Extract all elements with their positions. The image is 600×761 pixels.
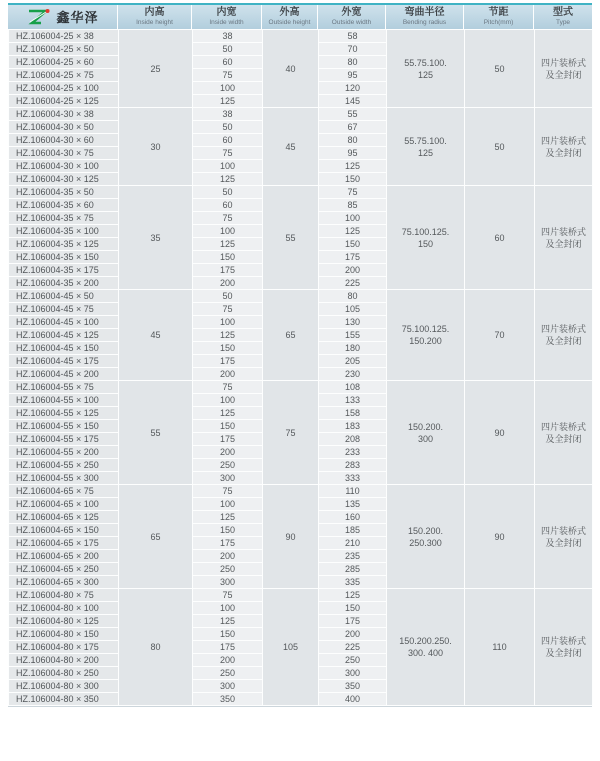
table-row (9, 589, 593, 602)
inside-width-cell: 125 (193, 615, 263, 628)
header-bending-radius (386, 5, 464, 29)
inside-width-cell: 50 (193, 290, 263, 303)
model-cell: HZ.106004-55 × 300 (9, 472, 119, 485)
inside-width-cell: 38 (193, 30, 263, 43)
model-cell: HZ.106004-80 × 250 (9, 667, 119, 680)
model-cell: HZ.106004-65 × 250 (9, 563, 119, 576)
type-cell-line: 及全封闭 (545, 648, 582, 658)
outside-height-cell: 65 (263, 290, 319, 381)
pitch-cell: 50 (465, 108, 535, 186)
inside-height-cell: 65 (119, 485, 193, 589)
outside-width-cell: 80 (319, 290, 387, 303)
inside-width-cell: 75 (193, 69, 263, 82)
model-cell: HZ.106004-80 × 175 (9, 641, 119, 654)
model-cell: HZ.106004-65 × 125 (9, 511, 119, 524)
model-cell: HZ.106004-80 × 300 (9, 680, 119, 693)
header-en: Outside height (268, 18, 311, 26)
type-cell (535, 589, 593, 706)
outside-width-cell: 205 (319, 355, 387, 368)
inside-width-cell: 300 (193, 472, 263, 485)
outside-width-cell: 75 (319, 186, 387, 199)
inside-width-cell: 100 (193, 82, 263, 95)
outside-width-cell: 150 (319, 602, 387, 615)
outside-width-cell: 180 (319, 342, 387, 355)
inside-width-cell: 38 (193, 108, 263, 121)
inside-width-cell: 75 (193, 381, 263, 394)
inside-width-cell: 300 (193, 576, 263, 589)
bending-radius-cell-line: 125 (417, 69, 434, 80)
inside-width-cell: 60 (193, 56, 263, 69)
model-cell: HZ.106004-45 × 175 (9, 355, 119, 368)
bending-radius-cell-line: 300. 400 (407, 648, 444, 658)
inside-width-cell: 125 (193, 407, 263, 420)
header-inside-height (118, 5, 192, 29)
outside-width-cell: 95 (319, 69, 387, 82)
inside-width-cell: 200 (193, 277, 263, 290)
model-cell: HZ.106004-80 × 75 (9, 589, 119, 602)
table-row (9, 108, 593, 121)
bending-radius-cell-line: 150.200 (409, 336, 442, 346)
inside-width-cell: 175 (193, 264, 263, 277)
model-cell: HZ.106004-45 × 150 (9, 342, 119, 355)
inside-width-cell: 150 (193, 251, 263, 264)
inside-height-cell: 35 (119, 186, 193, 290)
header-outside-width (318, 5, 386, 29)
outside-height-cell: 45 (263, 108, 319, 186)
bending-radius-cell (387, 30, 465, 108)
outside-height-cell: 40 (263, 30, 319, 108)
inside-width-cell: 100 (193, 160, 263, 173)
bending-radius-cell-line: 150 (417, 238, 434, 249)
outside-width-cell: 80 (319, 134, 387, 147)
outside-width-cell: 333 (319, 472, 387, 485)
table-body-wrap (8, 29, 592, 707)
inside-width-cell: 150 (193, 524, 263, 537)
inside-width-cell: 75 (193, 589, 263, 602)
model-cell: HZ.106004-35 × 75 (9, 212, 119, 225)
model-cell: HZ.106004-35 × 50 (9, 186, 119, 199)
outside-width-cell: 233 (319, 446, 387, 459)
bending-radius-cell (387, 186, 465, 290)
inside-width-cell: 75 (193, 212, 263, 225)
model-cell: HZ.106004-30 × 50 (9, 121, 119, 134)
outside-width-cell: 185 (319, 524, 387, 537)
inside-width-cell: 300 (193, 680, 263, 693)
inside-width-cell: 200 (193, 654, 263, 667)
pitch-cell: 60 (465, 186, 535, 290)
type-cell-line: 四片装桥式 (540, 57, 586, 68)
type-cell (535, 290, 593, 381)
bending-radius-cell-line: 75.100.125. (401, 226, 450, 237)
type-cell-line: 及全封闭 (545, 238, 582, 249)
inside-width-cell: 250 (193, 667, 263, 680)
bending-radius-cell (387, 589, 465, 706)
header-en: Type (555, 18, 571, 26)
inside-width-cell: 150 (193, 420, 263, 433)
type-cell-line: 及全封闭 (545, 69, 582, 80)
model-cell: HZ.106004-55 × 125 (9, 407, 119, 420)
type-cell (535, 30, 593, 108)
header-en: Outside width (331, 18, 372, 26)
model-cell: HZ.106004-55 × 100 (9, 394, 119, 407)
inside-width-cell: 200 (193, 550, 263, 563)
type-cell-line: 四片装桥式 (540, 226, 586, 237)
inside-width-cell: 75 (193, 303, 263, 316)
header-inside-width (192, 5, 262, 29)
outside-width-cell: 150 (319, 173, 387, 186)
model-cell: HZ.106004-55 × 250 (9, 459, 119, 472)
model-cell: HZ.106004-45 × 100 (9, 316, 119, 329)
type-cell-line: 及全封闭 (545, 147, 582, 158)
model-cell: HZ.106004-35 × 200 (9, 277, 119, 290)
outside-height-cell: 55 (263, 186, 319, 290)
header-outside-height (262, 5, 318, 29)
model-cell: HZ.106004-30 × 38 (9, 108, 119, 121)
inside-width-cell: 125 (193, 95, 263, 108)
outside-width-cell: 125 (319, 225, 387, 238)
model-cell: HZ.106004-30 × 125 (9, 173, 119, 186)
model-cell: HZ.106004-30 × 75 (9, 147, 119, 160)
outside-width-cell: 300 (319, 667, 387, 680)
inside-width-cell: 175 (193, 433, 263, 446)
type-cell (535, 108, 593, 186)
inside-width-cell: 100 (193, 225, 263, 238)
outside-width-cell: 285 (319, 563, 387, 576)
inside-width-cell: 100 (193, 394, 263, 407)
outside-width-cell: 155 (319, 329, 387, 342)
model-cell: HZ.106004-45 × 50 (9, 290, 119, 303)
inside-width-cell: 75 (193, 147, 263, 160)
model-cell: HZ.106004-65 × 100 (9, 498, 119, 511)
outside-width-cell: 225 (319, 277, 387, 290)
header-cn: 外宽 (341, 6, 362, 18)
bending-radius-cell (387, 485, 465, 589)
inside-width-cell: 175 (193, 355, 263, 368)
model-cell: HZ.106004-80 × 350 (9, 693, 119, 706)
header-pitch (464, 5, 534, 29)
model-cell: HZ.106004-55 × 75 (9, 381, 119, 394)
outside-width-cell: 235 (319, 550, 387, 563)
header-cn: 外高 (279, 6, 300, 18)
inside-height-cell: 25 (119, 30, 193, 108)
outside-width-cell: 250 (319, 654, 387, 667)
outside-width-cell: 210 (319, 537, 387, 550)
inside-width-cell: 250 (193, 459, 263, 472)
header-cn: 节距 (488, 6, 509, 18)
model-cell: HZ.106004-25 × 75 (9, 69, 119, 82)
outside-width-cell: 80 (319, 56, 387, 69)
model-cell: HZ.106004-80 × 200 (9, 654, 119, 667)
brand-name: 鑫华泽 (56, 9, 99, 25)
model-cell: HZ.106004-55 × 150 (9, 420, 119, 433)
outside-width-cell: 135 (319, 498, 387, 511)
bending-radius-cell (387, 381, 465, 485)
inside-width-cell: 125 (193, 329, 263, 342)
inside-width-cell: 125 (193, 511, 263, 524)
outside-width-cell: 158 (319, 407, 387, 420)
outside-width-cell: 70 (319, 43, 387, 56)
bending-radius-cell-line: 250.300 (409, 537, 442, 548)
model-cell: HZ.106004-25 × 50 (9, 43, 119, 56)
model-cell: HZ.106004-35 × 100 (9, 225, 119, 238)
table-row (9, 30, 593, 43)
outside-width-cell: 120 (319, 82, 387, 95)
outside-width-cell: 58 (319, 30, 387, 43)
spec-table (8, 29, 593, 706)
type-cell-line: 及全封闭 (545, 336, 582, 346)
inside-height-cell: 80 (119, 589, 193, 706)
bending-radius-cell-line: 300 (417, 433, 434, 444)
product-spec-sheet (8, 3, 592, 707)
table-row (9, 290, 593, 303)
model-cell: HZ.106004-65 × 175 (9, 537, 119, 550)
outside-width-cell: 67 (319, 121, 387, 134)
pitch-cell: 70 (465, 290, 535, 381)
brand-logo-icon (26, 8, 52, 26)
outside-width-cell: 145 (319, 95, 387, 108)
outside-height-cell: 75 (263, 381, 319, 485)
bending-radius-cell-line: 150.200. (407, 421, 444, 432)
table-row (9, 186, 593, 199)
outside-width-cell: 200 (319, 264, 387, 277)
bending-radius-cell-line: 75.100.125. (401, 324, 450, 334)
type-cell-line: 及全封闭 (545, 537, 582, 548)
pitch-cell: 110 (465, 589, 535, 706)
type-cell (535, 485, 593, 589)
model-cell: HZ.106004-25 × 38 (9, 30, 119, 43)
inside-width-cell: 175 (193, 537, 263, 550)
bending-radius-cell (387, 290, 465, 381)
model-cell: HZ.106004-80 × 125 (9, 615, 119, 628)
inside-height-cell: 55 (119, 381, 193, 485)
model-cell: HZ.106004-55 × 175 (9, 433, 119, 446)
inside-width-cell: 125 (193, 238, 263, 251)
model-cell: HZ.106004-25 × 60 (9, 56, 119, 69)
outside-width-cell: 105 (319, 303, 387, 316)
inside-width-cell: 75 (193, 485, 263, 498)
outside-width-cell: 335 (319, 576, 387, 589)
model-cell: HZ.106004-35 × 150 (9, 251, 119, 264)
inside-width-cell: 50 (193, 186, 263, 199)
model-cell: HZ.106004-65 × 150 (9, 524, 119, 537)
model-cell: HZ.106004-45 × 125 (9, 329, 119, 342)
outside-width-cell: 208 (319, 433, 387, 446)
header-cn: 弯曲半径 (404, 6, 445, 18)
header-en: Inside height (136, 18, 173, 26)
model-cell: HZ.106004-65 × 75 (9, 485, 119, 498)
inside-width-cell: 125 (193, 173, 263, 186)
type-cell (535, 381, 593, 485)
outside-width-cell: 283 (319, 459, 387, 472)
inside-width-cell: 50 (193, 43, 263, 56)
type-cell-line: 四片装桥式 (540, 525, 586, 536)
inside-width-cell: 100 (193, 498, 263, 511)
outside-width-cell: 85 (319, 199, 387, 212)
model-cell: HZ.106004-30 × 100 (9, 160, 119, 173)
pitch-cell: 50 (465, 30, 535, 108)
model-cell: HZ.106004-30 × 60 (9, 134, 119, 147)
header-cn: 内高 (144, 6, 165, 18)
outside-width-cell: 350 (319, 680, 387, 693)
model-cell: HZ.106004-35 × 125 (9, 238, 119, 251)
brand-cell (8, 5, 118, 29)
table-row (9, 485, 593, 498)
inside-width-cell: 200 (193, 368, 263, 381)
outside-width-cell: 110 (319, 485, 387, 498)
type-cell-line: 四片装桥式 (540, 421, 586, 432)
inside-width-cell: 350 (193, 693, 263, 706)
bending-radius-cell-line: 150.200. (407, 525, 444, 536)
outside-width-cell: 55 (319, 108, 387, 121)
pitch-cell: 90 (465, 381, 535, 485)
type-cell-line: 四片装桥式 (540, 135, 586, 146)
type-cell-line: 及全封闭 (545, 433, 582, 444)
model-cell: HZ.106004-80 × 100 (9, 602, 119, 615)
inside-height-cell: 30 (119, 108, 193, 186)
header-en: Inside width (209, 18, 244, 26)
table-row (9, 381, 593, 394)
inside-width-cell: 60 (193, 199, 263, 212)
model-cell: HZ.106004-65 × 200 (9, 550, 119, 563)
inside-width-cell: 175 (193, 641, 263, 654)
bending-radius-cell-line: 55.75.100. (404, 135, 447, 146)
model-cell: HZ.106004-55 × 200 (9, 446, 119, 459)
header-type (534, 5, 592, 29)
model-cell: HZ.106004-25 × 100 (9, 82, 119, 95)
table-header (8, 5, 592, 29)
outside-width-cell: 125 (319, 589, 387, 602)
model-cell: HZ.106004-35 × 175 (9, 264, 119, 277)
bending-radius-cell (387, 108, 465, 186)
outside-width-cell: 130 (319, 316, 387, 329)
model-cell: HZ.106004-65 × 300 (9, 576, 119, 589)
inside-width-cell: 100 (193, 602, 263, 615)
header-en: Pitch(mm) (483, 18, 514, 26)
model-cell: HZ.106004-80 × 150 (9, 628, 119, 641)
model-cell: HZ.106004-45 × 200 (9, 368, 119, 381)
type-cell-line: 四片装桥式 (540, 324, 586, 334)
inside-width-cell: 250 (193, 563, 263, 576)
outside-width-cell: 175 (319, 615, 387, 628)
outside-width-cell: 230 (319, 368, 387, 381)
header-en: Bending radius (402, 18, 447, 26)
outside-height-cell: 90 (263, 485, 319, 589)
outside-width-cell: 95 (319, 147, 387, 160)
outside-width-cell: 108 (319, 381, 387, 394)
header-cn: 型式 (553, 6, 573, 18)
model-cell: HZ.106004-35 × 60 (9, 199, 119, 212)
model-cell: HZ.106004-45 × 75 (9, 303, 119, 316)
type-cell (535, 186, 593, 290)
bending-radius-cell-line: 55.75.100. (404, 57, 447, 68)
outside-width-cell: 225 (319, 641, 387, 654)
outside-width-cell: 200 (319, 628, 387, 641)
outside-width-cell: 160 (319, 511, 387, 524)
inside-width-cell: 200 (193, 446, 263, 459)
inside-width-cell: 150 (193, 342, 263, 355)
inside-width-cell: 100 (193, 316, 263, 329)
bending-radius-cell-line: 125 (417, 147, 434, 158)
outside-width-cell: 175 (319, 251, 387, 264)
bending-radius-cell-line: 150.200.250. (399, 636, 452, 646)
inside-height-cell: 45 (119, 290, 193, 381)
outside-width-cell: 125 (319, 160, 387, 173)
outside-width-cell: 183 (319, 420, 387, 433)
pitch-cell: 90 (465, 485, 535, 589)
outside-width-cell: 150 (319, 238, 387, 251)
model-cell: HZ.106004-25 × 125 (9, 95, 119, 108)
inside-width-cell: 50 (193, 121, 263, 134)
inside-width-cell: 150 (193, 628, 263, 641)
type-cell-line: 四片装桥式 (540, 636, 586, 646)
outside-height-cell: 105 (263, 589, 319, 706)
header-cn: 内宽 (216, 6, 237, 18)
outside-width-cell: 133 (319, 394, 387, 407)
inside-width-cell: 60 (193, 134, 263, 147)
outside-width-cell: 100 (319, 212, 387, 225)
outside-width-cell: 400 (319, 693, 387, 706)
